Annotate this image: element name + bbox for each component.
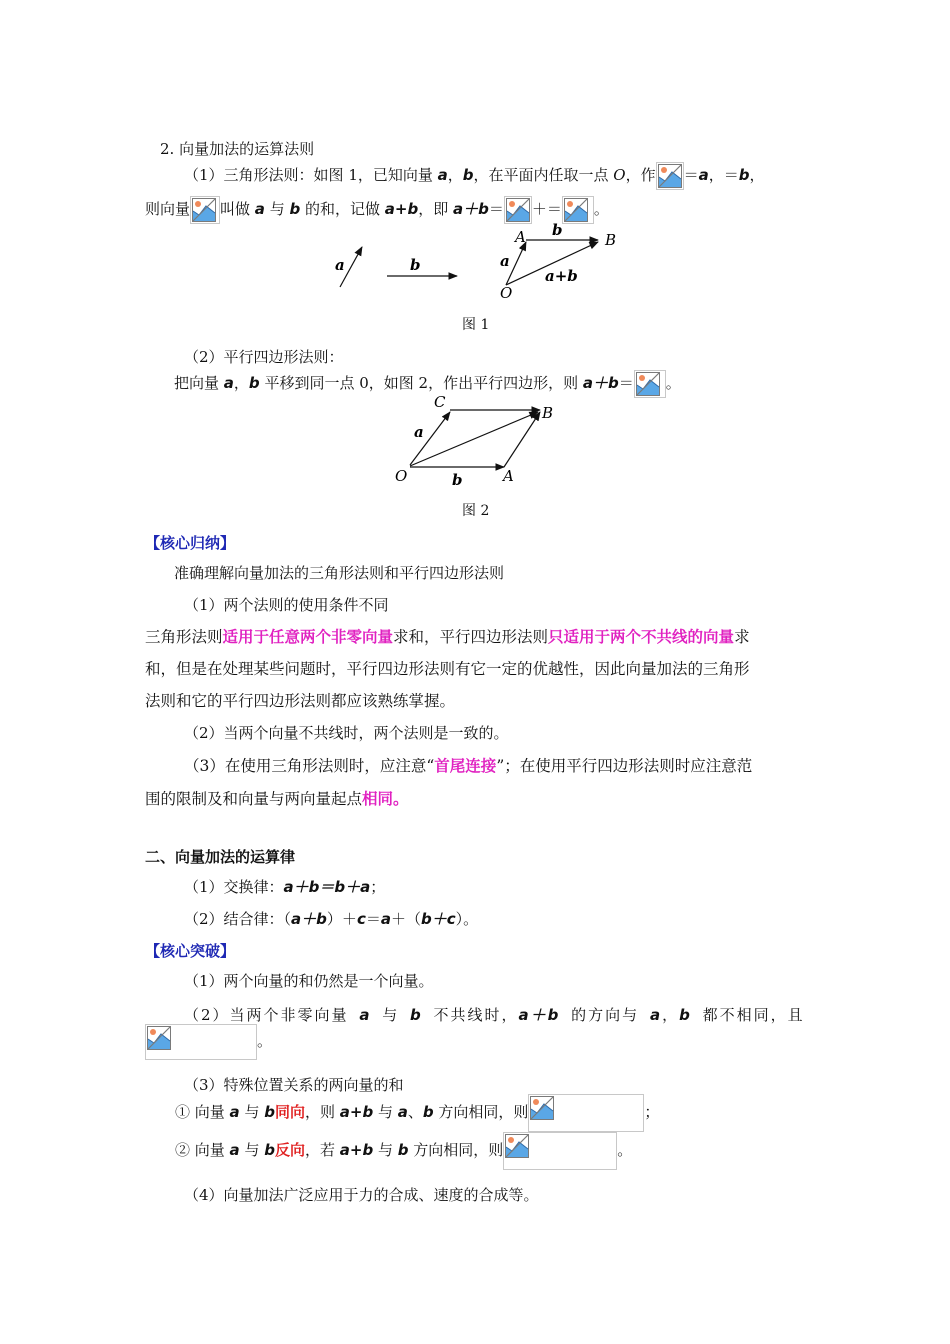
text: ； <box>644 1103 660 1121</box>
text: 。 <box>593 200 609 218</box>
text: （2）当两个非零向量 <box>184 1006 360 1024</box>
highlight: 反向 <box>274 1141 305 1159</box>
expr: a＋b＝b＋a <box>283 878 371 896</box>
highlight: 首尾连接 <box>434 757 497 775</box>
summary-item-3 <box>184 755 752 777</box>
text: 与 <box>239 1141 265 1159</box>
vector-ab <box>504 412 540 467</box>
var-a: a <box>223 374 234 392</box>
summary-line-3: 法则和它的平行四边形法则都应该熟练掌握。 <box>145 692 456 710</box>
highlight: 同向 <box>274 1103 305 1121</box>
figure-2 <box>390 392 570 488</box>
text: 、 <box>407 1103 423 1121</box>
label-A: A <box>515 228 526 246</box>
text: ，作 <box>625 166 656 184</box>
var-a-plus-b: a＋b <box>582 374 619 392</box>
text: 。 <box>257 1032 273 1050</box>
laws-heading: 二、向量加法的运算律 <box>145 848 296 866</box>
label-O: O <box>395 467 408 485</box>
var-b: b <box>738 166 750 184</box>
label-O: O <box>500 284 513 302</box>
text: 方向相同，则 <box>433 1103 529 1121</box>
text: 不共线时， <box>422 1006 519 1024</box>
text: 。 <box>617 1141 633 1159</box>
text: 与 <box>373 1141 398 1159</box>
text: ＋（ <box>390 910 421 928</box>
var-a: a <box>359 1006 372 1024</box>
var-b: b <box>679 1006 692 1024</box>
section-title-text: 2. 向量加法的运算法则 <box>160 140 315 158</box>
missing-image-icon <box>145 1024 257 1060</box>
law-commutative <box>184 876 385 898</box>
case-same-direction <box>175 1094 659 1132</box>
text: ＝ <box>683 166 699 184</box>
text: ＝ <box>365 910 381 928</box>
label-tri-b: b <box>552 221 563 239</box>
var-a: a <box>254 200 265 218</box>
text: ＝ <box>488 200 504 218</box>
label-tri-a: a <box>500 252 510 270</box>
label-a: a <box>414 423 424 441</box>
text: （2）平行四边形法则： <box>184 348 344 366</box>
text: （1）三角形法则：如图 1，已知向量 <box>184 166 438 184</box>
text: 围的限制及和向量与两向量起点 <box>145 790 363 808</box>
text: ，即 <box>418 200 453 218</box>
missing-image-icon <box>190 196 220 224</box>
breakthrough-item-4: （4）向量加法广泛应用于力的合成、速度的合成等。 <box>184 1186 539 1204</box>
var-O: O <box>613 166 626 184</box>
breakthrough-heading: 【核心突破】 <box>145 942 236 960</box>
highlight: 只适用于两个不共线的向量 <box>548 628 735 646</box>
text: ， <box>233 374 249 392</box>
text: 与 <box>264 200 290 218</box>
var-b: b <box>409 1006 423 1024</box>
label-B: B <box>542 404 554 422</box>
highlight: 适用于任意两个非零向量 <box>222 628 394 646</box>
text: 。 <box>665 374 681 392</box>
text: 与 <box>239 1103 265 1121</box>
breakthrough-item-2 <box>184 1004 805 1026</box>
text: 的方向与 <box>560 1006 650 1024</box>
expr: a <box>380 910 391 928</box>
text: 求和，平行四边形法则 <box>393 628 549 646</box>
law-associative <box>184 908 478 930</box>
summary-line-2: 和，但是在处理某些问题时，平行四边形法则有它一定的优越性，因此向量加法的三角形 <box>145 660 750 678</box>
summary-line-1 <box>145 626 750 648</box>
text: ，在平面内任取一点 <box>473 166 614 184</box>
var-b: b <box>264 1141 275 1159</box>
text: 的和，记做 <box>300 200 385 218</box>
text: ＋＝ <box>531 200 562 218</box>
text: （2）结合律：（ <box>184 910 292 928</box>
label-B: B <box>605 231 617 249</box>
missing-image-icon <box>503 1132 617 1170</box>
text: 与 <box>373 1103 398 1121</box>
text: ）＋ <box>326 910 357 928</box>
label-b: b <box>410 256 421 274</box>
text: 求 <box>734 628 750 646</box>
expr: a＋b <box>291 910 327 928</box>
var-b: b <box>264 1103 275 1121</box>
figure-1-caption: 图 1 <box>462 317 490 333</box>
text: ， <box>447 166 463 184</box>
var-a-plus-b: a＋b <box>518 1006 561 1024</box>
var-a: a <box>649 1006 663 1024</box>
var-a-plus-b: a+b <box>339 1103 374 1121</box>
text: （3）在使用三角形法则时，应注意“ <box>184 757 435 775</box>
missing-image-icon <box>656 162 684 190</box>
highlight: 相同。 <box>362 790 409 808</box>
text: 与 <box>371 1006 410 1024</box>
text: ，若 <box>304 1141 340 1159</box>
summary-item-1: （1）两个法则的使用条件不同 <box>184 596 389 614</box>
text: 三角形法则 <box>145 628 223 646</box>
text: 把向量 <box>174 374 224 392</box>
figure-2-caption: 图 2 <box>462 503 490 519</box>
breakthrough-item-1: （1）两个向量的和仍然是一个向量。 <box>184 972 434 990</box>
var-a-plus-b: a＋b <box>452 200 489 218</box>
text: ＝ <box>618 374 634 392</box>
label-A: A <box>503 467 514 485</box>
label-C: C <box>434 393 446 411</box>
var-a: a <box>229 1141 240 1159</box>
expr: c <box>356 910 366 928</box>
expr: b＋c <box>421 910 456 928</box>
text: ，则 <box>304 1103 340 1121</box>
text: 则向量 <box>145 200 191 218</box>
var-b: b <box>289 200 301 218</box>
text: ① 向量 <box>175 1103 230 1121</box>
section-title <box>160 138 314 160</box>
var-a: a <box>229 1103 240 1121</box>
text: 方向相同，则 <box>408 1141 504 1159</box>
var-b: b <box>248 374 260 392</box>
figure-1 <box>330 220 630 310</box>
text: ； <box>370 878 386 896</box>
var-b: b <box>462 166 474 184</box>
var-b: b <box>397 1141 409 1159</box>
breakthrough-item-3: （3）特殊位置关系的两向量的和 <box>184 1076 404 1094</box>
missing-image-icon <box>528 1094 644 1132</box>
text: ， <box>749 166 765 184</box>
text: ，＝ <box>708 166 739 184</box>
text: （1）交换律： <box>184 878 284 896</box>
text: ② 向量 <box>175 1141 230 1159</box>
label-a: a <box>335 256 345 274</box>
missing-image-icon <box>634 370 666 398</box>
parallelogram-heading <box>184 346 344 368</box>
text: 叫做 <box>220 200 255 218</box>
label-b: b <box>452 471 463 488</box>
var-b: b <box>422 1103 434 1121</box>
text: ）。 <box>455 910 479 928</box>
var-a-plus-b: a+b <box>384 200 419 218</box>
case-opposite-direction <box>175 1132 632 1170</box>
text: 平移到同一点 0，如图 2，作出平行四边形，则 <box>259 374 583 392</box>
text: ”；在使用平行四边形法则时应注意范 <box>496 757 753 775</box>
text: ， <box>662 1006 680 1024</box>
summary-intro: 准确理解向量加法的三角形法则和平行四边形法则 <box>174 564 505 582</box>
var-a-plus-b: a+b <box>339 1141 374 1159</box>
var-a: a <box>437 166 448 184</box>
summary-item-2: （2）当两个向量不共线时，两个法则是一致的。 <box>184 724 509 742</box>
breakthrough-item-2-cont <box>145 1024 272 1060</box>
summary-heading: 【核心归纳】 <box>145 534 236 552</box>
var-a: a <box>397 1103 408 1121</box>
label-sum: a+b <box>545 267 578 285</box>
summary-item-3-cont <box>145 788 409 810</box>
var-a: a <box>698 166 709 184</box>
text: 都不相同，且 <box>691 1006 805 1024</box>
triangle-rule-line-1 <box>184 162 765 190</box>
